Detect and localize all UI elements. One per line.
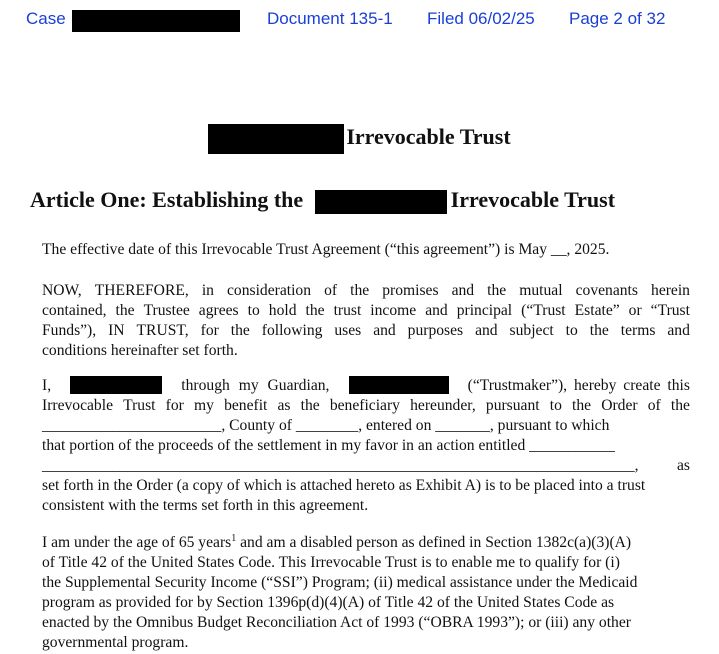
- paragraph-now-therefore: [42, 281, 690, 361]
- redaction-box: [70, 376, 162, 394]
- article-heading-suffix: Irrevocable Trust: [450, 187, 616, 212]
- redaction-box: [315, 190, 447, 214]
- text-line: enacted by the Omnibus Budget Reconciliation Act of 1993 (“OBRA 1993”); or (iii) any other: [42, 614, 631, 631]
- footnote-marker: 1: [231, 532, 237, 544]
- text-line: contained, the Trustee agrees to hold the trust income and principal (“Trust Estate” or “Trust: [42, 302, 690, 319]
- pacer-header: [26, 9, 719, 31]
- text-line: Irrevocable Trust for my benefit as the beneficiary hereunder, pursuant to the Order of the: [42, 397, 690, 414]
- text-line: of Title 42 of the United States Code. This Irrevocable Trust is to enable me to qualify for (i): [42, 554, 620, 571]
- document-title: Irrevocable Trust: [0, 124, 719, 154]
- text-line: NOW, THEREFORE, in consideration of the promises and the mutual covenants herein: [42, 282, 690, 299]
- article-heading: [30, 187, 690, 214]
- filed-date: Filed 06/02/25: [427, 9, 535, 28]
- article-heading-prefix: Article One: Establishing the: [30, 187, 304, 212]
- text-line: _______________________, County of ________, entered on _______, pursuant to which: [42, 417, 610, 434]
- page-indicator: Page 2 of 32: [569, 9, 666, 28]
- text-line: consistent with the terms set forth in this agreement.: [42, 497, 369, 514]
- text-line: I, through my Guardian, (“Trustmaker”), hereby create this: [42, 377, 690, 394]
- redaction-box: [72, 10, 240, 32]
- text-line: set forth in the Order (a copy of which is attached hereto as Exhibit A) is to be placed into a trust: [42, 477, 646, 494]
- paragraph-effective-date: The effective date of this Irrevocable Trust Agreement (“this agreement”) is May __, 2025.: [42, 241, 610, 258]
- redaction-box: [349, 376, 449, 394]
- text-line: governmental program.: [42, 634, 189, 651]
- redaction-box: [208, 124, 344, 154]
- paragraph-trustmaker: [42, 376, 690, 516]
- text-line: that portion of the proceeds of the settlement in my favor in an action entitled ___________: [42, 437, 615, 454]
- text-line: conditions hereinafter set forth.: [42, 342, 238, 359]
- text-line: ____________________________________________________________________________, as: [42, 457, 690, 474]
- text-line: Funds”), IN TRUST, for the following uses and purposes and subject to the terms and: [42, 322, 690, 339]
- document-number: Document 135-1: [267, 9, 393, 28]
- paragraph-disability: [42, 533, 690, 653]
- text-line: program as provided for by Section 1396p(d)(4)(A) of Title 42 of the United States Code as: [42, 594, 615, 611]
- case-label: Case: [26, 9, 66, 28]
- text-line: I am under the age of 65 years$^1$ and am a disabled person as defined in Section 1382c(a)(3)(A): [42, 532, 632, 551]
- text-line: the Supplemental Security Income (“SSI”) Program; (ii) medical assistance under the Medicaid: [42, 574, 638, 591]
